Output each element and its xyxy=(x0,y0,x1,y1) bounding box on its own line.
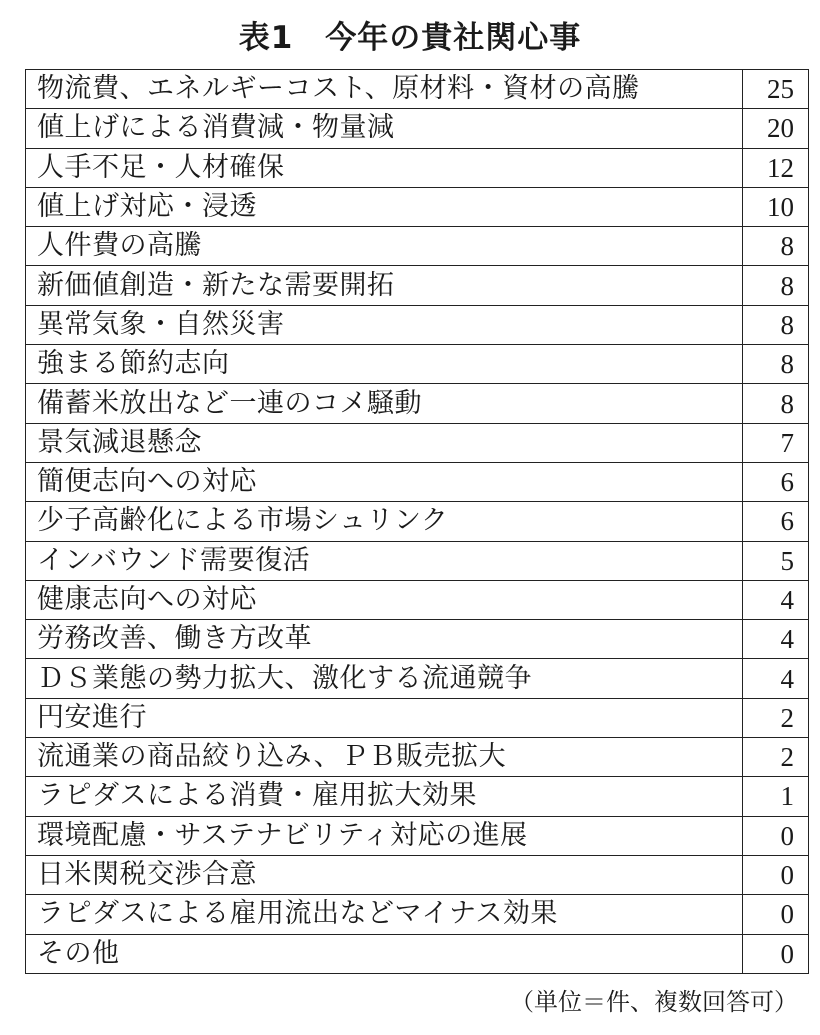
concern-count: 12 xyxy=(743,148,809,187)
concern-count: 5 xyxy=(743,541,809,580)
concern-count: 25 xyxy=(743,70,809,109)
concern-item: 備蓄米放出など一連のコメ騒動 xyxy=(26,384,743,423)
concern-item: ＤＳ業態の勢力拡大、激化する流通競争 xyxy=(26,659,743,698)
table-row xyxy=(26,502,809,541)
concern-item: 強まる節約志向 xyxy=(26,345,743,384)
table-row xyxy=(26,698,809,737)
concern-item: その他 xyxy=(26,934,743,973)
unit-note: （単位＝件、複数回答可） xyxy=(510,988,798,1016)
table-title: 表1 今年の貴社関心事 xyxy=(238,20,582,56)
table-row xyxy=(26,266,809,305)
table-row xyxy=(26,187,809,226)
concern-count: 8 xyxy=(743,305,809,344)
table-row xyxy=(26,345,809,384)
table-row xyxy=(26,305,809,344)
table-row xyxy=(26,423,809,462)
table-row xyxy=(26,659,809,698)
concern-count: 6 xyxy=(743,502,809,541)
concern-item: ラピダスによる消費・雇用拡大効果 xyxy=(26,777,743,816)
concern-count: 8 xyxy=(743,345,809,384)
concern-count: 8 xyxy=(743,266,809,305)
concern-item: 値上げ対応・浸透 xyxy=(26,187,743,226)
concern-count: 6 xyxy=(743,462,809,501)
concern-count: 2 xyxy=(743,738,809,777)
concern-item: 人手不足・人材確保 xyxy=(26,148,743,187)
concern-item: 簡便志向への対応 xyxy=(26,462,743,501)
concern-count: 0 xyxy=(743,895,809,934)
concern-item: 物流費、エネルギーコスト、原材料・資材の高騰 xyxy=(26,70,743,109)
concern-count: 0 xyxy=(743,816,809,855)
concerns-table-body xyxy=(26,70,809,974)
table-row xyxy=(26,738,809,777)
table-row xyxy=(26,777,809,816)
table-row xyxy=(26,70,809,109)
concern-item: インバウンド需要復活 xyxy=(26,541,743,580)
table-row xyxy=(26,148,809,187)
table-row xyxy=(26,541,809,580)
table-row xyxy=(26,620,809,659)
concern-count: 1 xyxy=(743,777,809,816)
concern-item: 労務改善、働き方改革 xyxy=(26,620,743,659)
concern-count: 20 xyxy=(743,109,809,148)
concern-item: 環境配慮・サステナビリティ対応の進展 xyxy=(26,816,743,855)
concern-count: 4 xyxy=(743,659,809,698)
concern-count: 4 xyxy=(743,580,809,619)
concern-count: 8 xyxy=(743,384,809,423)
concern-item: 流通業の商品絞り込み、ＰＢ販売拡大 xyxy=(26,738,743,777)
concern-count: 2 xyxy=(743,698,809,737)
concern-item: ラピダスによる雇用流出などマイナス効果 xyxy=(26,895,743,934)
concern-count: 4 xyxy=(743,620,809,659)
concern-count: 10 xyxy=(743,187,809,226)
table-row xyxy=(26,462,809,501)
table-row xyxy=(26,580,809,619)
concern-item: 日米関税交渉合意 xyxy=(26,855,743,894)
concern-item: 景気減退懸念 xyxy=(26,423,743,462)
table-row xyxy=(26,855,809,894)
concern-count: 0 xyxy=(743,855,809,894)
concern-count: 0 xyxy=(743,934,809,973)
concern-item: 少子高齢化による市場シュリンク xyxy=(26,502,743,541)
concern-item: 値上げによる消費減・物量減 xyxy=(26,109,743,148)
table-row xyxy=(26,895,809,934)
concern-count: 7 xyxy=(743,423,809,462)
table-row xyxy=(26,109,809,148)
concern-item: 異常気象・自然災害 xyxy=(26,305,743,344)
concern-count: 8 xyxy=(743,227,809,266)
concern-item: 新価値創造・新たな需要開拓 xyxy=(26,266,743,305)
table-row xyxy=(26,934,809,973)
concern-item: 円安進行 xyxy=(26,698,743,737)
table-row xyxy=(26,227,809,266)
concern-item: 人件費の高騰 xyxy=(26,227,743,266)
table-row xyxy=(26,816,809,855)
concerns-table xyxy=(25,69,809,974)
concern-item: 健康志向への対応 xyxy=(26,580,743,619)
table-row xyxy=(26,384,809,423)
